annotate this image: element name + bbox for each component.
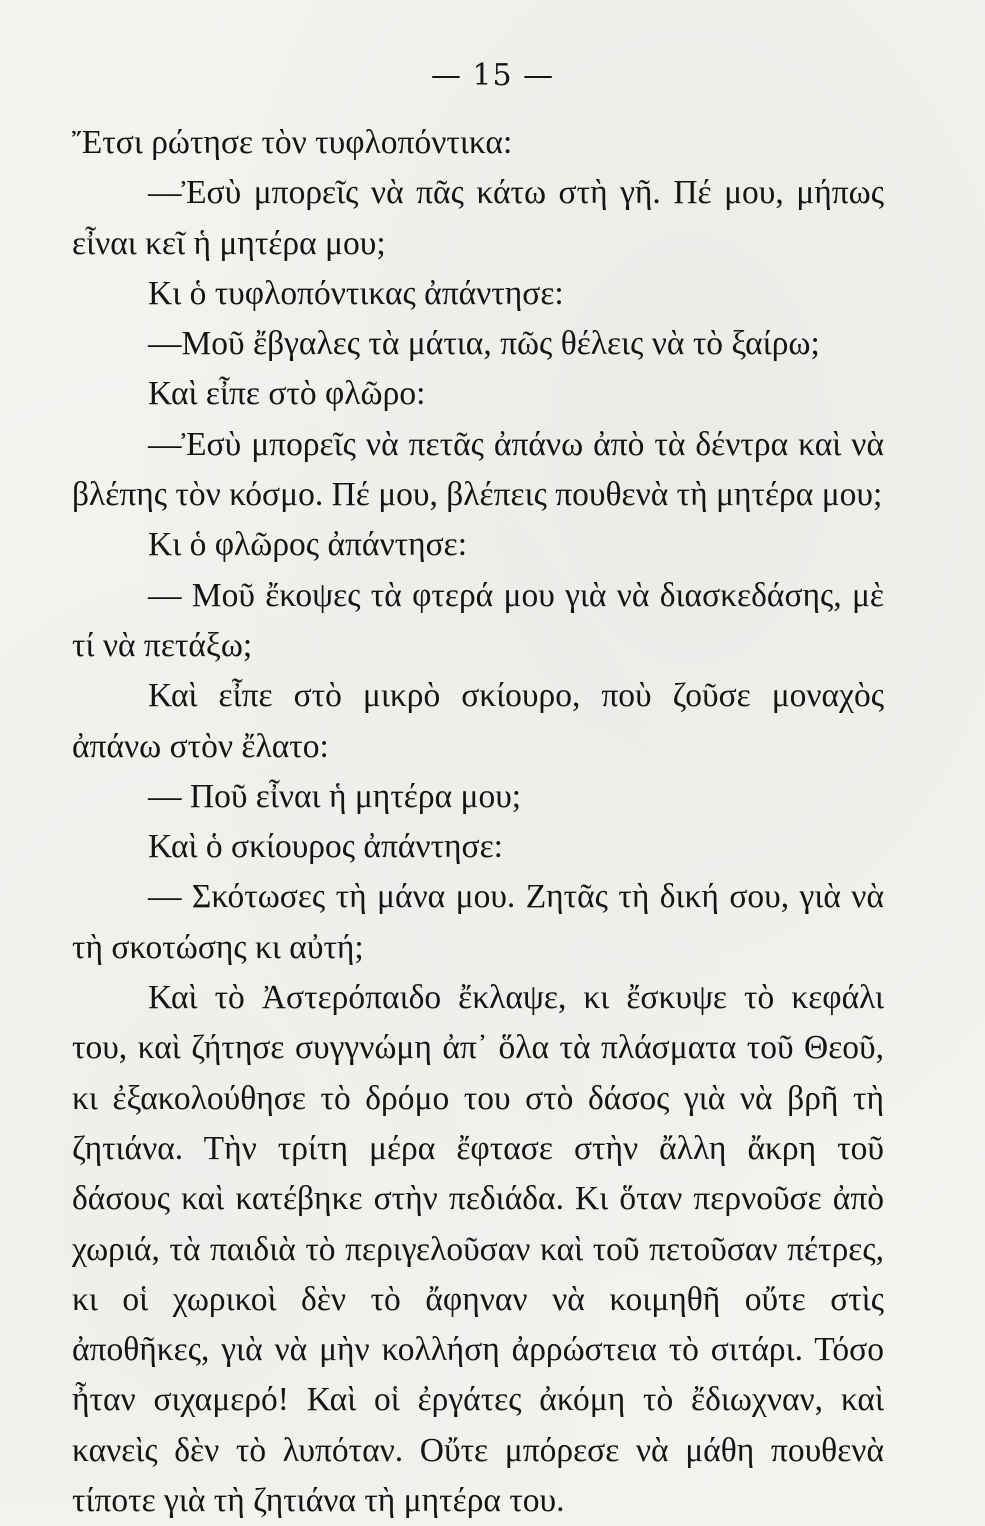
paragraph: — Ποῦ εἶναι ἡ μητέρα μου; — [148, 777, 522, 815]
body-text — [72, 118, 884, 1526]
paragraph: — Σκότωσες τὴ μάνα μου. Ζητᾶς τὴ δική σου, γιὰ νὰ τὴ σκοτώσης κι αὐτή; — [72, 878, 884, 966]
page-number: — 15 — — [430, 58, 555, 93]
paragraph: Καὶ τὸ Ἀστερόπαιδο ἔκλαψε, κι ἔσκυψε τὸ κεφάλι του, καὶ ζήτησε συγγνώμη ἀπ᾽ ὅλα τὰ πλάσματα τοῦ Θεοῦ, κι ἐξακολούθησε τὸ δρόμο του στὸ δάσος γιὰ νὰ βρῆ τὴ ζητιάνα. Τὴν τρίτη μέρα ἔφτασε στὴν ἄλλη ἄκρη τοῦ δάσους καὶ κατέβηκε στὴν πεδιάδα. Κι ὅταν περνοῦσε ἀπὸ χωριά, τὰ παιδιὰ τὸ περιγελοῦσαν καὶ τοῦ πετοῦσαν πέτρες, κι οἱ χωρικοὶ δὲν τὸ ἄφηναν νὰ κοιμηθῆ οὔτε στὶς ἀποθῆκες, γιὰ νὰ μὴν κολλήση ἀρρώστεια τὸ σιτάρι. Τόσο ἦταν σιχαμερό! Καὶ οἱ ἐργάτες ἀκόμη τὸ ἔδιωχναν, καὶ κανεὶς δὲν τὸ λυπόταν. Οὔτε μπόρεσε νὰ μάθη πουθενὰ τίποτε γιὰ τὴ ζητιάνα τὴ μητέρα του. — [72, 979, 884, 1520]
paragraph: Κι ὁ φλῶρος ἀπάντησε: — [148, 526, 468, 564]
paragraph: Καὶ ὁ σκίουρος ἀπάντησε: — [148, 828, 503, 866]
paragraph: —Ἐσὺ μπορεῖς νὰ πᾶς κάτω στὴ γῆ. Πέ μου, μήπως εἶναι κεῖ ἡ μητέρα μου; — [72, 174, 884, 262]
paragraph: — Μοῦ ἔκοψες τὰ φτερά μου γιὰ νὰ διασκεδάσης, μὲ τί νὰ πετάξω; — [72, 576, 884, 664]
paragraph: Κι ὁ τυφλοπόντικας ἀπάντησε: — [148, 274, 564, 312]
paragraph: —Ἐσὺ μπορεῖς νὰ πετᾶς ἀπάνω ἀπὸ τὰ δέντρα καὶ νὰ βλέπης τὸν κόσμο. Πέ μου, βλέπεις πουθενὰ τὴ μητέρα μου; — [72, 425, 884, 514]
paragraph: Καὶ εἶπε στὸ μικρὸ σκίουρο, ποὺ ζοῦσε μοναχὸς ἀπάνω στὸν ἔλατο: — [72, 677, 884, 765]
paragraph: Καὶ εἶπε στὸ φλῶρο: — [148, 375, 426, 413]
paragraph: —Μοῦ ἔβγαλες τὰ μάτια, πῶς θέλεις νὰ τὸ ξαίρω; — [148, 325, 820, 363]
paragraph: Ἔτσι ρώτησε τὸν τυφλοπόντικα: — [72, 124, 513, 161]
